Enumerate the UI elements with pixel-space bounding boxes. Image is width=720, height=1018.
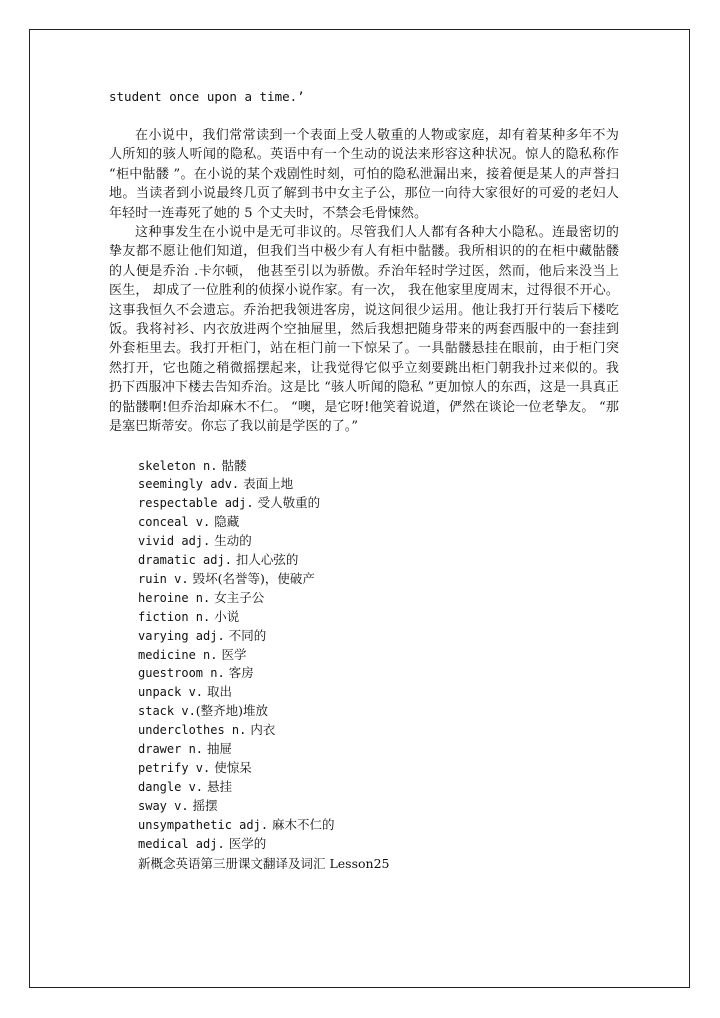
vocab-item — [138, 646, 619, 665]
vocab-word: stack v. — [138, 704, 196, 719]
vocab-meaning: 骷髅 — [221, 457, 247, 473]
paragraph-1: 在小说中，我们常常读到一个表面上受人敬重的人物或家庭，却有着某种多年不为人所知的骇人听闻的隐私。英语中有一个生动的说法来形容这种状况。惊人的隐私称作 “柜中骷髅 ”。在小说的某个戏剧性时刻，可怕的隐私泄漏出来，接着便是某人的声誉扫地。当读者到小说最终几页了解到书中女主子公，那位一向待大家很好的可爱的老妇人年轻时一连毒死了她的 5 个丈夫时，不禁会毛骨悚然。 — [109, 128, 619, 221]
vocab-word: unpack v. — [138, 685, 204, 700]
vocab-meaning: 内衣 — [250, 722, 276, 738]
vocab-word: petrify v. — [138, 761, 211, 775]
vocab-item — [138, 475, 619, 494]
vocab-word: drawer n. — [138, 742, 204, 757]
vocab-meaning: 受人敬重的 — [257, 495, 321, 511]
vocab-meaning: 生动的 — [214, 533, 252, 549]
vocab-meaning: 医学 — [221, 646, 247, 662]
vocab-meaning: (整齐地)堆放 — [195, 703, 269, 719]
document-title: 新概念英语第三册课文翻译及词汇 Lesson25 — [138, 855, 390, 871]
vocab-meaning: 摇摆 — [192, 797, 218, 813]
vocab-word: respectable adj. — [138, 496, 254, 511]
vocab-item — [138, 532, 619, 551]
vocab-meaning: 使惊呆 — [214, 760, 252, 775]
vocab-meaning: 毁坏(名誉等)，使破产 — [192, 570, 315, 586]
vocab-item — [138, 778, 619, 797]
vocab-word: seemingly adv. — [138, 477, 240, 492]
vocab-item — [138, 835, 619, 854]
vocab-item — [138, 683, 619, 702]
vocab-item — [138, 702, 619, 721]
vocab-item — [138, 759, 619, 778]
vocab-word: sway v. — [138, 798, 189, 813]
vocab-meaning: 扣人心弦的 — [235, 552, 299, 568]
vocab-item — [138, 664, 619, 683]
vocab-item — [138, 551, 619, 570]
vocab-word: varying adj. — [138, 628, 225, 643]
vocab-item — [138, 494, 619, 513]
vocabulary-list — [138, 457, 619, 854]
vocab-meaning: 取出 — [207, 684, 233, 700]
vocab-meaning: 不同的 — [228, 627, 267, 643]
vocab-meaning: 女主子公 — [214, 589, 265, 605]
vocab-meaning: 表面上地 — [243, 476, 294, 492]
vocab-word: dangle v. — [138, 779, 204, 794]
vocab-meaning: 隐藏 — [214, 514, 240, 530]
opening-line: student once upon a time.’ — [109, 89, 305, 104]
vocab-item — [138, 608, 619, 627]
vocab-word: underclothes n. — [138, 723, 247, 738]
vocab-word: skeleton n. — [138, 458, 218, 473]
vocab-word: fiction n. — [138, 609, 211, 624]
vocab-word: ruin v. — [138, 571, 189, 586]
vocab-word: medicine n. — [138, 647, 218, 662]
vocab-word: heroine n. — [138, 590, 211, 605]
vocab-word: guestroom n. — [138, 666, 225, 681]
vocab-word: unsympathetic adj. — [138, 817, 269, 832]
vocab-word: dramatic adj. — [138, 553, 232, 568]
vocab-item — [138, 797, 619, 816]
vocab-item — [138, 589, 619, 608]
vocab-item — [138, 627, 619, 646]
vocab-item — [138, 740, 619, 759]
vocab-item — [138, 570, 619, 589]
vocab-item — [138, 457, 619, 476]
vocab-word: conceal v. — [138, 515, 211, 530]
vocab-item — [138, 721, 619, 740]
vocab-meaning: 抽屉 — [207, 741, 233, 757]
paragraph-2: 这种事发生在小说中是无可非议的。尽管我们人人都有各种大小隐私。连最密切的挚友都不愿让他们知道，但我们当中极少有人有柜中骷髅。我所相识的的在柜中藏骷髅的人便是乔治 .卡尔顿， 他甚至引以为骄傲。乔治年轻时学过医，然而，他后来没当上医生， 却成了一位胜利的侦探小说作家。有一次， 我在他家里度周末，过得很不开心。这事我恒久不会遗忘。乔治把我领进客房，说这间很少运用。他让我打开行装后下楼吃饭。我将衬衫、内衣放进两个空抽屉里，然后我想把随身带来的两套西服中的一套挂到外套柜里去。我打开柜门，站在柜门前一下惊呆了。一具骷髅悬挂在眼前，由于柜门突然打开，它也随之稍微摇摆起来，让我觉得它似乎立刻要跳出柜门朝我扑过来似的。我扔下西服冲下楼去告知乔治。这是比 “骇人听闻的隐私 ”更加惊人的东西，这是一具真正的骷髅啊!但乔治却麻木不仁。 “噢，是它呀!他笑着说道，俨然在谈论一位老挚友。 “那是塞巴斯蒂安。你忘了我以前是学医的了。” — [109, 225, 619, 435]
vocab-word: medical adj. — [138, 836, 225, 851]
vocab-item — [138, 816, 619, 835]
vocab-meaning: 悬挂 — [207, 778, 233, 794]
vocab-item — [138, 513, 619, 532]
vocab-meaning: 麻木不仁的 — [272, 816, 335, 832]
document-body — [109, 86, 619, 873]
vocab-meaning: 小说 — [214, 608, 240, 624]
vocab-word: vivid adj. — [138, 534, 211, 549]
vocab-meaning: 客房 — [228, 665, 254, 681]
vocab-meaning: 医学的 — [228, 835, 267, 851]
